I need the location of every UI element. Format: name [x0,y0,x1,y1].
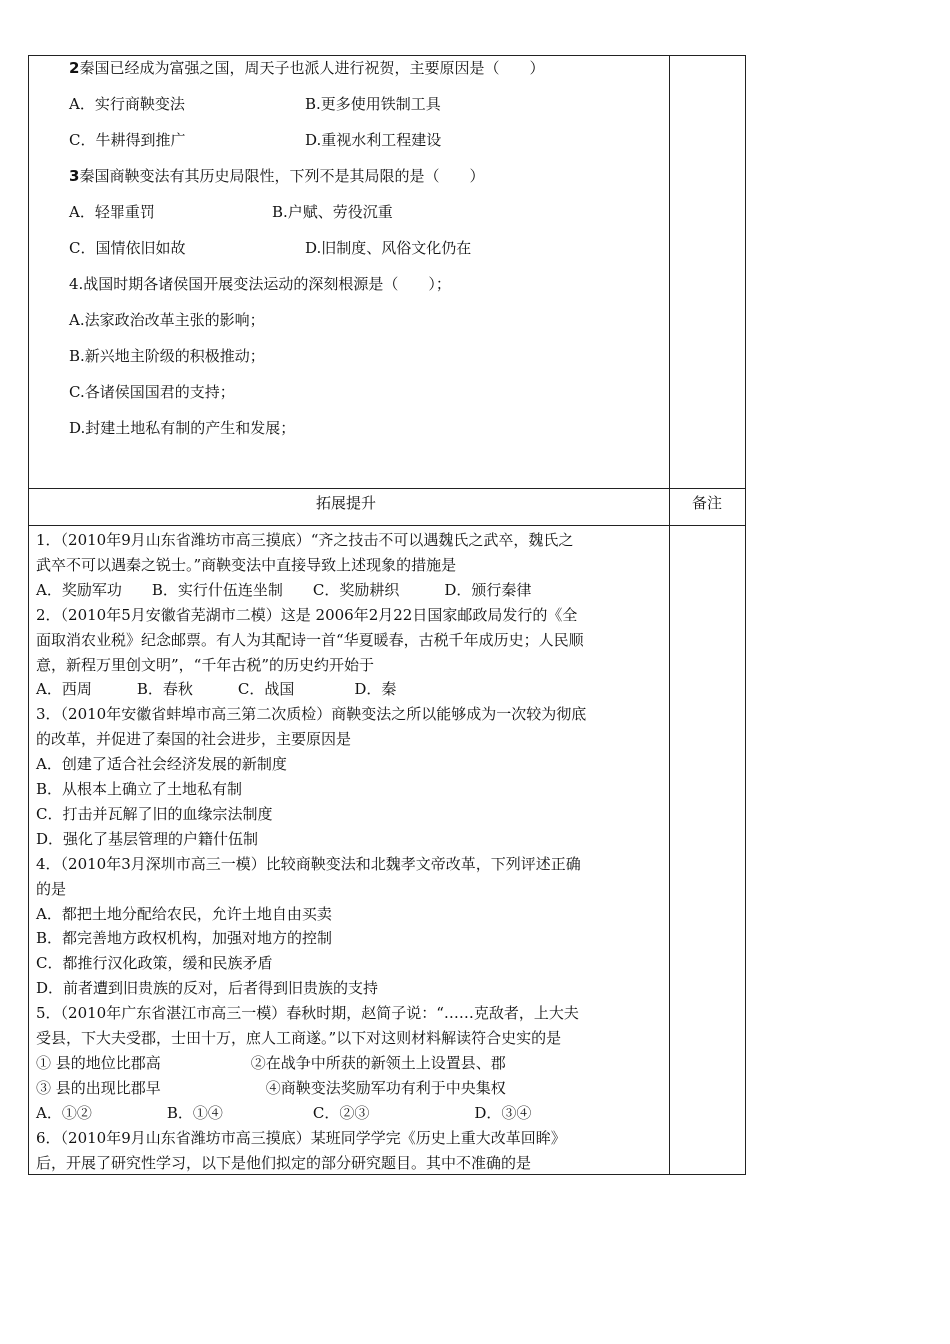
extended-line: ③ 县的出现比郡早 ④商鞅变法奖励军功有利于中央集权 [36,1078,506,1097]
section-title: 拓展提升 [316,494,377,512]
extended-line: A．都把土地分配给农民，允许土地自由买卖 [36,904,332,923]
extended-line: A．①② B．①④ C．②③ D．③④ [36,1103,532,1122]
question-4-option-c: C.各诸侯国国君的支持； [69,383,235,401]
extended-line: A．奖励军功 B．实行什伍连坐制 C．奖励耕织 D．颁行秦律 [36,580,532,599]
question-3-option-a: A．轻罪重罚 [69,203,155,221]
extended-line: 6．（2010年9月山东省潍坊市高三摸底）某班同学学完《历史上重大改革回眸》 [36,1128,566,1147]
extended-line: 的改革，并促进了秦国的社会进步，主要原因是 [36,730,352,749]
extended-line: 的是 [36,879,67,898]
extended-line: 4．（2010年3月深圳市高三一模）比较商鞅变法和北魏孝文帝改革，下列评述正确 [36,854,581,873]
extended-line: 武卒不可以遇秦之锐士。”商鞅变法中直接导致上述现象的措施是 [36,555,457,574]
notes-cell-bottom [669,525,746,1175]
question-4-option-a: A.法家政治改革主张的影响； [69,311,265,329]
extended-line: 5．（2010年广东省湛江市高三一模）春秋时期，赵简子说：“……克敌者，上大夫 [36,1004,579,1023]
extended-line: B．从根本上确立了土地私有制 [36,780,243,798]
extended-line: 意，新程万里创文明”，“千年古税”的历史约开始于 [36,655,375,674]
question-2-option-c: C．牛耕得到推广 [69,131,186,149]
extended-line: C．都推行汉化政策，缓和民族矛盾 [36,954,273,973]
extended-line: 受县，下大夫受郡，士田十万，庶人工商遂。”以下对这则材料解读符合史实的是 [36,1029,562,1047]
question-2-stem: 2秦国已经成为富强之国，周天子也派人进行祝贺，主要原因是（ ） [69,59,545,77]
extended-line: ① 县的地位比郡高 ②在战争中所获的新领土上设置县、郡 [36,1053,506,1072]
question-3-option-c: C．国情依旧如故 [69,239,186,257]
question-4-stem: 4.战国时期各诸侯国开展变法运动的深刻根源是（ ）； [69,275,451,293]
extended-line: A．创建了适合社会经济发展的新制度 [36,755,287,774]
extended-line: 面取消农业税》纪念邮票。有人为其配诗一首“华夏暖春，古税千年成历史；人民顺 [36,630,584,649]
extended-line: C．打击并瓦解了旧的血缘宗法制度 [36,804,273,823]
question-3-option-b: B.户赋、劳役沉重 [272,203,393,221]
question-2-option-a: A．实行商鞅变法 [69,95,185,113]
question-4-option-d: D.封建土地私有制的产生和发展； [69,419,296,437]
extended-line: 1．（2010年9月山东省潍坊市高三摸底）“齐之技击不可以遇魏氏之武卒，魏氏之 [36,531,574,549]
notes-title: 备注 [692,494,723,512]
question-2-option-b: B.更多使用铁制工具 [305,95,441,113]
question-3-option-d: D.旧制度、风俗文化仍在 [305,239,472,257]
extended-line: D．前者遭到旧贵族的反对，后者得到旧贵族的支持 [36,979,379,998]
extended-line: 后，开展了研究性学习，以下是他们拟定的部分研究题目。其中不准确的是 [36,1153,532,1172]
notes-cell-top [669,55,746,489]
extended-line: A．西周 B．春秋 C．战国 D．秦 [36,680,397,699]
question-4-option-b: B.新兴地主阶级的积极推动； [69,347,265,365]
question-2-option-d: D.重视水利工程建设 [305,131,442,149]
extended-line: D．强化了基层管理的户籍什伍制 [36,829,259,848]
question-3-number: 3 [69,167,80,185]
extended-line: 3．（2010年安徽省蚌埠市高三第二次质检）商鞅变法之所以能够成为一次较为彻底 [36,705,587,724]
question-3-stem: 3秦国商鞅变法有其历史局限性，下列不是其局限的是（ ） [69,167,485,185]
extended-line: B．都完善地方政权机构，加强对地方的控制 [36,929,333,948]
question-2-number: 2 [69,59,80,77]
extended-line: 2．（2010年5月安徽省芜湖市二模）这是 2006年2月22日国家邮政局发行的《全 [36,605,578,624]
